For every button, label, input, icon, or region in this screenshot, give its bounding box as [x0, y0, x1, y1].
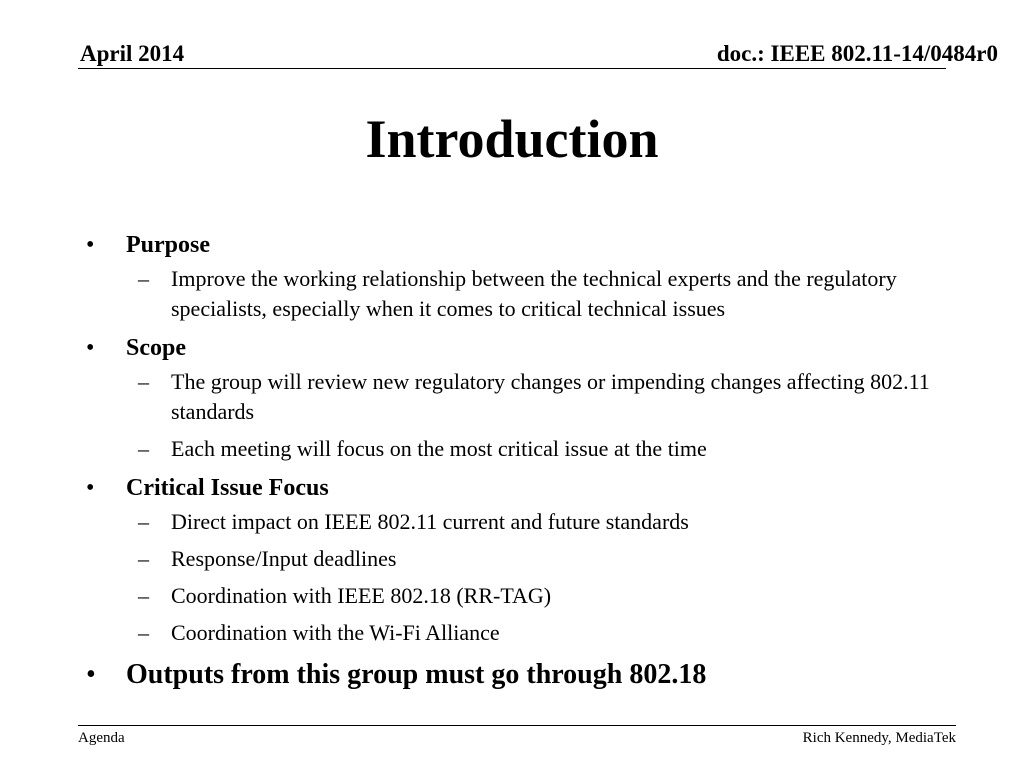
sub-item-text: Coordination with IEEE 802.18 (RR-TAG)	[171, 583, 552, 608]
header-divider	[78, 68, 946, 69]
sub-list-critical-issue-focus	[86, 507, 946, 648]
sub-item-text: Coordination with the Wi-Fi Alliance	[171, 620, 500, 645]
slide-title: Introduction	[365, 109, 659, 169]
dash-mark: –	[138, 546, 149, 571]
bullet-text: Purpose	[126, 232, 210, 258]
sub-item-text: The group will review new regulatory changes or impending changes affecting 802.11 standards	[171, 369, 930, 424]
bullet-scope	[86, 331, 946, 365]
bullet-text: Scope	[126, 335, 186, 361]
slide-content	[86, 228, 946, 695]
bullet-mark: •	[86, 335, 95, 361]
sub-item	[86, 581, 946, 611]
bullet-text: Outputs from this group must go through 802.18	[126, 659, 707, 690]
bullet-purpose	[86, 228, 946, 262]
dash-mark: –	[138, 583, 149, 608]
bullet-outputs	[86, 655, 946, 695]
sub-list-scope	[86, 367, 946, 464]
sub-item-text: Improve the working relationship between the technical experts and the regulatory specialists, especially when it comes to critical technical issues	[171, 266, 897, 321]
bullet-text: Critical Issue Focus	[126, 475, 329, 501]
sub-item-text: Direct impact on IEEE 802.11 current and future standards	[171, 509, 689, 534]
sub-item	[86, 507, 946, 537]
dash-mark: –	[138, 369, 149, 394]
dash-mark: –	[138, 620, 149, 645]
sub-item-text: Each meeting will focus on the most critical issue at the time	[171, 436, 707, 461]
dash-mark: –	[138, 509, 149, 534]
footer-divider	[78, 725, 956, 726]
sub-item-text: Response/Input deadlines	[171, 546, 397, 571]
sub-item	[86, 618, 946, 648]
bullet-mark: •	[86, 475, 95, 501]
header-doc-id: doc.: IEEE 802.11-14/0484r0	[716, 41, 998, 66]
header-date: April 2014	[80, 41, 185, 66]
sub-item	[86, 367, 946, 427]
sub-item	[86, 264, 946, 324]
footer-author: Rich Kennedy, MediaTek	[802, 730, 956, 746]
sub-list-purpose	[86, 264, 946, 324]
footer-section: Agenda	[78, 730, 125, 746]
sub-item	[86, 434, 946, 464]
bullet-mark: •	[86, 232, 95, 258]
bullet-mark: •	[86, 659, 96, 690]
sub-item	[86, 544, 946, 574]
dash-mark: –	[138, 436, 149, 461]
bullet-critical-issue-focus	[86, 471, 946, 505]
dash-mark: –	[138, 266, 149, 291]
